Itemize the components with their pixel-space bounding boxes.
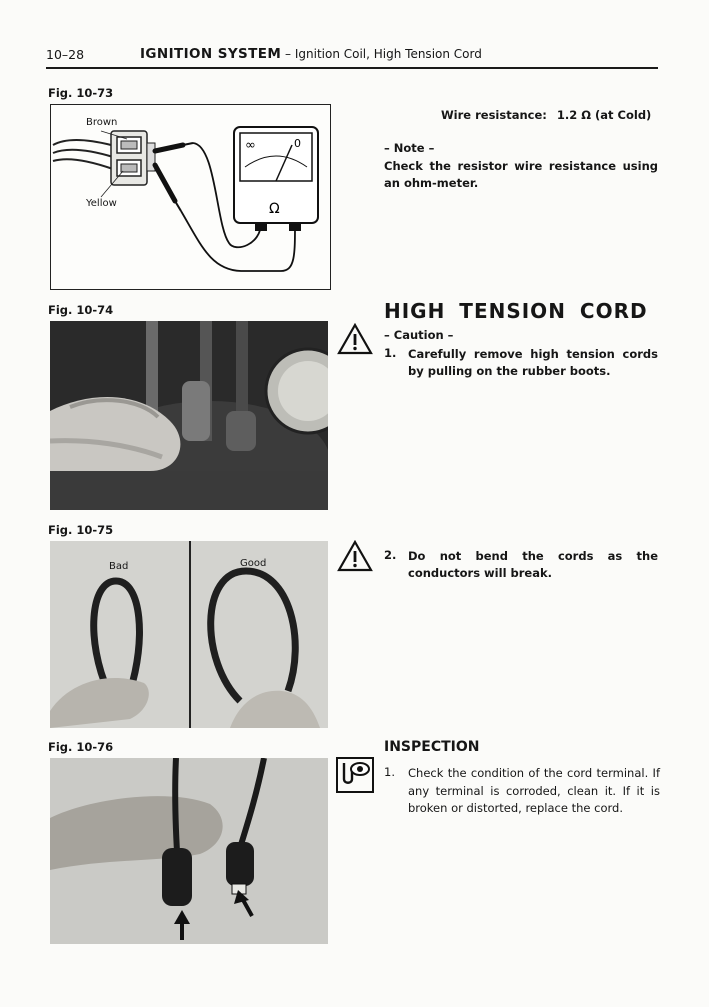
brown-wire-label: Brown (86, 117, 118, 128)
inspect-eye-icon (336, 757, 374, 793)
caution-heading: – Caution – (384, 328, 454, 342)
section-main-title: IGNITION SYSTEM (140, 46, 282, 62)
inspection-step-text: Check the condition of the cord terminal. If any terminal is corroded, clean it. If it is broken or distorted, replace the cord. (408, 766, 660, 815)
fig-10-76-label: Fig. 10-76 (48, 740, 114, 754)
step-2-text: Do not bend the cords as the conductors will break. (408, 549, 658, 580)
inspection-title: INSPECTION (384, 739, 480, 755)
bad-good-cord-bend-illustration (50, 541, 328, 728)
wire-resistance-value: 1.2 Ω (at Cold) (556, 108, 652, 122)
page-number: 10–28 (46, 47, 85, 62)
cord-terminal-illustration (50, 758, 328, 944)
wire-resistance (441, 108, 651, 122)
fig-10-75-label: Fig. 10-75 (48, 523, 114, 537)
meter-ohm-symbol: Ω (269, 201, 280, 217)
header-rule (46, 67, 658, 69)
step-1-text: Carefully remove high tension cords by pulling on the rubber boots. (408, 347, 658, 378)
fig-10-76-photo (50, 758, 328, 944)
section-title (140, 46, 482, 62)
wire-resistance-label: Wire resistance: (441, 108, 547, 122)
step-1-number: 1. (384, 346, 397, 360)
bad-label: Bad (109, 561, 129, 572)
high-tension-cord-title: HIGH TENSION CORD (384, 299, 648, 323)
note-text: Check the resistor wire resistance using an ohm-meter. (384, 159, 658, 190)
inspection-step-number: 1. (384, 765, 395, 779)
good-label: Good (240, 558, 267, 569)
fig-10-73-diagram (50, 104, 331, 290)
fig-10-73-label: Fig. 10-73 (48, 86, 114, 100)
section-subtitle: – Ignition Coil, High Tension Cord (281, 47, 482, 61)
step-2-number: 2. (384, 548, 397, 562)
fig-10-74-photo (50, 321, 328, 510)
warning-triangle-icon (337, 323, 373, 355)
meter-infinity-mark: ∞ (245, 138, 256, 153)
warning-triangle-icon (337, 540, 373, 572)
ohmmeter-connection-diagram (51, 105, 330, 289)
note-heading: – Note – (384, 141, 435, 155)
removing-cord-photo-illustration (50, 321, 328, 510)
fig-10-74-label: Fig. 10-74 (48, 303, 114, 317)
meter-zero-mark: 0 (294, 137, 301, 150)
fig-10-75-photo (50, 541, 328, 728)
yellow-wire-label: Yellow (86, 198, 117, 209)
